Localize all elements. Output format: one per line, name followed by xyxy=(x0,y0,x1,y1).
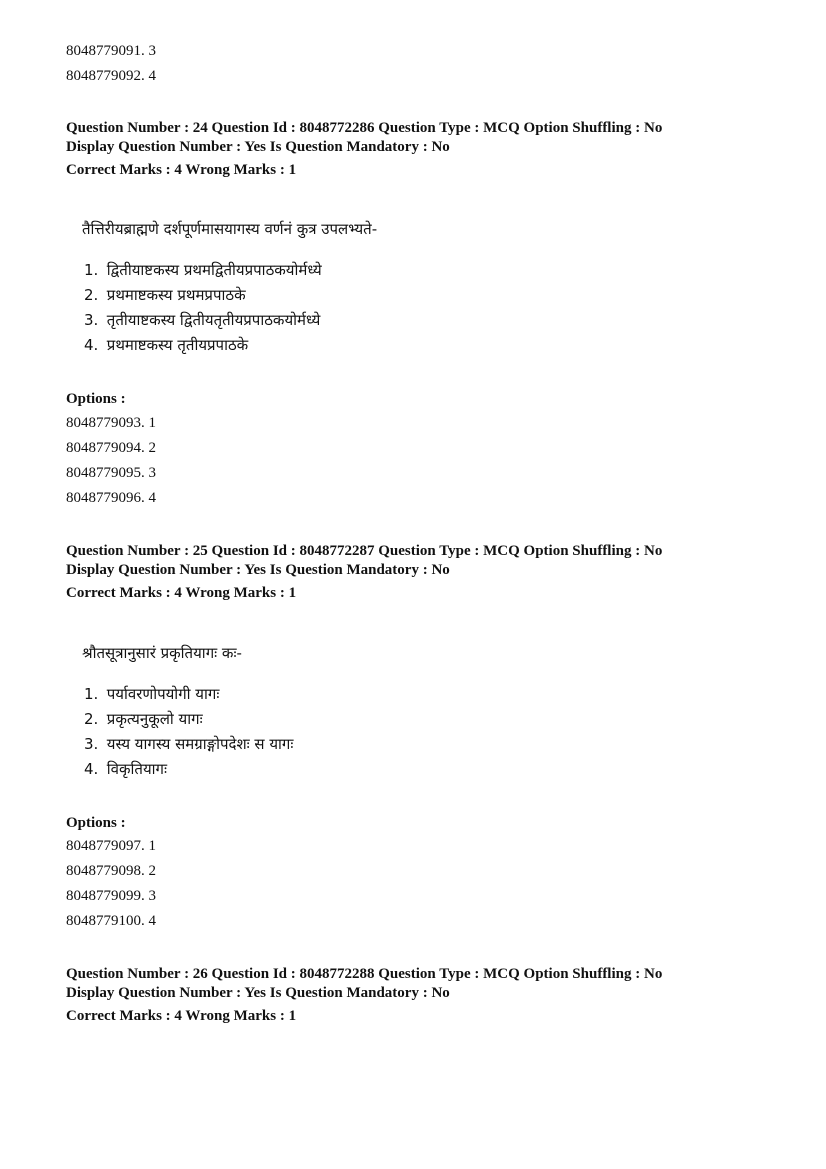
option-line xyxy=(66,67,156,85)
option-id: 8048779097. xyxy=(66,838,145,854)
option-id: 8048779098. xyxy=(66,863,145,879)
choice-number: 1. xyxy=(84,685,99,703)
choice-number: 3. xyxy=(84,311,99,329)
choice-item xyxy=(84,284,322,309)
option-line xyxy=(66,439,156,457)
options-label: Options : xyxy=(66,391,126,407)
choice-item xyxy=(84,309,322,334)
choice-text: यस्य यागस्य समग्राङ्गोपदेशः स यागः xyxy=(106,735,294,753)
choice-number: 4. xyxy=(84,336,99,354)
choice-number: 2. xyxy=(84,710,99,728)
choice-item xyxy=(84,758,293,783)
question-text: श्रौतसूत्रानुसारं प्रकृतियागः कः- xyxy=(82,644,242,662)
choice-number: 1. xyxy=(84,261,99,279)
option-id: 8048779094. xyxy=(66,440,145,456)
choice-text: प्रथमाष्टकस्य तृतीयप्रपाठके xyxy=(106,336,249,354)
option-line xyxy=(66,862,156,880)
choice-item xyxy=(84,683,293,708)
question-meta xyxy=(66,965,662,1026)
option-value: 4 xyxy=(148,490,156,506)
option-id: 8048779099. xyxy=(66,888,145,904)
choice-number: 4. xyxy=(84,760,99,778)
question-meta xyxy=(66,119,662,180)
choice-text: द्वितीयाष्टकस्य प्रथमद्वितीयप्रपाठकयोर्मध्ये xyxy=(106,261,322,279)
option-id: 8048779091. xyxy=(66,43,145,59)
choice-item xyxy=(84,334,322,359)
option-id: 8048779095. xyxy=(66,465,145,481)
marks-line: Correct Marks : 4 Wrong Marks : 1 xyxy=(66,585,297,601)
question-meta xyxy=(66,542,662,603)
question-meta-line: Question Number : 26 Question Id : 8048772288 Question Type : MCQ Option Shuffling : No xyxy=(66,966,663,982)
question-meta-line: Question Number : 25 Question Id : 8048772287 Question Type : MCQ Option Shuffling : No xyxy=(66,543,663,559)
options-label: Options : xyxy=(66,815,126,831)
option-id: 8048779096. xyxy=(66,490,145,506)
option-value: 4 xyxy=(148,68,156,84)
question-meta-line: Display Question Number : Yes Is Question Mandatory : No xyxy=(66,139,450,155)
option-value: 3 xyxy=(148,888,156,904)
option-value: 1 xyxy=(148,415,156,431)
option-value: 3 xyxy=(148,43,156,59)
option-id: 8048779092. xyxy=(66,68,145,84)
option-line xyxy=(66,42,156,60)
option-value: 1 xyxy=(148,838,156,854)
choice-text: प्रथमाष्टकस्य प्रथमप्रपाठके xyxy=(106,286,246,304)
choice-text: प्रकृत्यनुकूलो यागः xyxy=(106,710,203,728)
option-line xyxy=(66,489,156,507)
question-meta-line: Question Number : 24 Question Id : 8048772286 Question Type : MCQ Option Shuffling : No xyxy=(66,120,663,136)
question-meta-line: Display Question Number : Yes Is Question Mandatory : No xyxy=(66,562,450,578)
option-value: 4 xyxy=(148,913,156,929)
choice-item xyxy=(84,708,293,733)
option-line xyxy=(66,414,156,432)
option-line xyxy=(66,912,156,930)
option-id: 8048779100. xyxy=(66,913,145,929)
choice-number: 2. xyxy=(84,286,99,304)
option-value: 3 xyxy=(148,465,156,481)
question-meta-line: Display Question Number : Yes Is Question Mandatory : No xyxy=(66,985,450,1001)
choice-text: तृतीयाष्टकस्य द्वितीयतृतीयप्रपाठकयोर्मध्ये xyxy=(106,311,321,329)
question-text: तैत्तिरीयब्राह्मणे दर्शपूर्णमासयागस्य वर्णनं कुत्र उपलभ्यते- xyxy=(82,220,378,238)
option-line xyxy=(66,837,156,855)
option-value: 2 xyxy=(148,440,156,456)
option-line xyxy=(66,464,156,482)
choice-text: पर्यावरणोपयोगी यागः xyxy=(106,685,220,703)
choice-item xyxy=(84,259,322,284)
choice-list xyxy=(84,259,322,359)
choice-number: 3. xyxy=(84,735,99,753)
choice-list xyxy=(84,683,293,783)
choice-item xyxy=(84,733,293,758)
marks-line: Correct Marks : 4 Wrong Marks : 1 xyxy=(66,162,297,178)
option-line xyxy=(66,887,156,905)
marks-line: Correct Marks : 4 Wrong Marks : 1 xyxy=(66,1008,297,1024)
option-value: 2 xyxy=(148,863,156,879)
option-id: 8048779093. xyxy=(66,415,145,431)
choice-text: विकृतियागः xyxy=(106,760,168,778)
